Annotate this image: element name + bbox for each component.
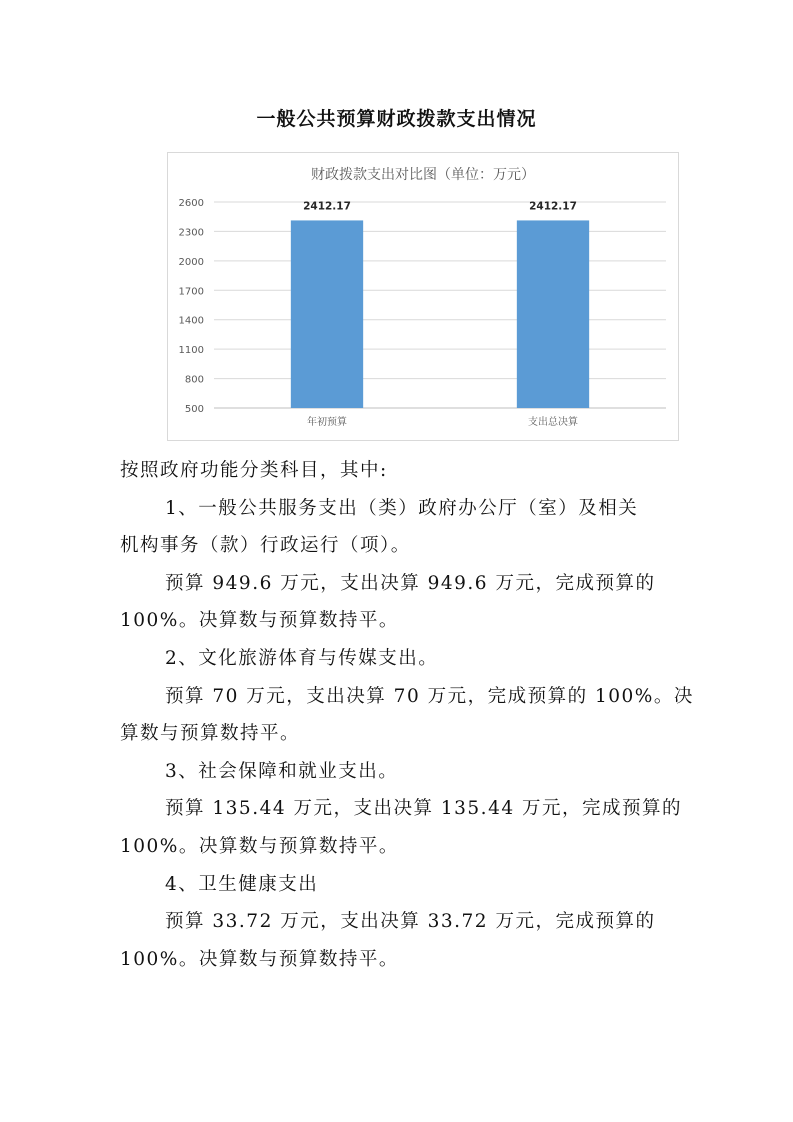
item2-text-cont: 算数与预算数持平。 — [120, 723, 301, 745]
chart-title: 财政拨款支出对比图（单位：万元） — [311, 167, 535, 183]
y-tick-label: 2300 — [178, 227, 204, 239]
data-label: 2412.17 — [529, 200, 577, 213]
item4-heading: 4、卫生健康支出 — [165, 873, 319, 895]
y-tick-label: 2600 — [178, 198, 204, 209]
chart-canvas — [168, 153, 678, 440]
page-title: 一般公共预算财政拨款支出情况 — [256, 108, 537, 130]
bar — [291, 220, 363, 408]
item3-text: 预算 135.44 万元，支出决算 135.44 万元，完成预算的 — [165, 798, 682, 820]
item1-text-cont: 100%。决算数与预算数持平。 — [120, 610, 399, 632]
item4-text: 预算 33.72 万元，支出决算 33.72 万元，完成预算的 — [165, 911, 656, 933]
y-tick-label: 800 — [184, 374, 204, 386]
bar — [517, 220, 589, 408]
item1-text: 预算 949.6 万元，支出决算 949.6 万元，完成预算的 — [165, 572, 656, 594]
item2-text: 预算 70 万元，支出决算 70 万元，完成预算的 100%。决 — [165, 685, 694, 707]
item2-heading: 2、文化旅游体育与传媒支出。 — [165, 647, 439, 669]
intro-text: 按照政府功能分类科目，其中: — [120, 460, 388, 481]
item1-heading: 1、一般公共服务支出（类）政府办公厅（室）及相关 — [165, 497, 639, 519]
item4-text-cont: 100%。决算数与预算数持平。 — [120, 948, 399, 970]
y-tick-label: 1100 — [178, 345, 204, 357]
y-tick-label: 2000 — [178, 256, 204, 268]
data-label: 2412.17 — [303, 200, 351, 213]
y-tick-label: 1400 — [178, 315, 204, 327]
item1-heading-cont: 机构事务（款）行政运行（项）。 — [120, 535, 411, 557]
item3-text-cont: 100%。决算数与预算数持平。 — [120, 835, 399, 857]
bar-chart — [167, 152, 679, 441]
body-text — [120, 452, 694, 978]
y-tick-label: 500 — [184, 404, 204, 415]
y-tick-label: 1700 — [178, 286, 204, 298]
x-tick-label: 支出总决算 — [528, 417, 578, 428]
x-tick-label: 年初预算 — [307, 417, 347, 428]
item3-heading: 3、社会保障和就业支出。 — [165, 760, 399, 782]
